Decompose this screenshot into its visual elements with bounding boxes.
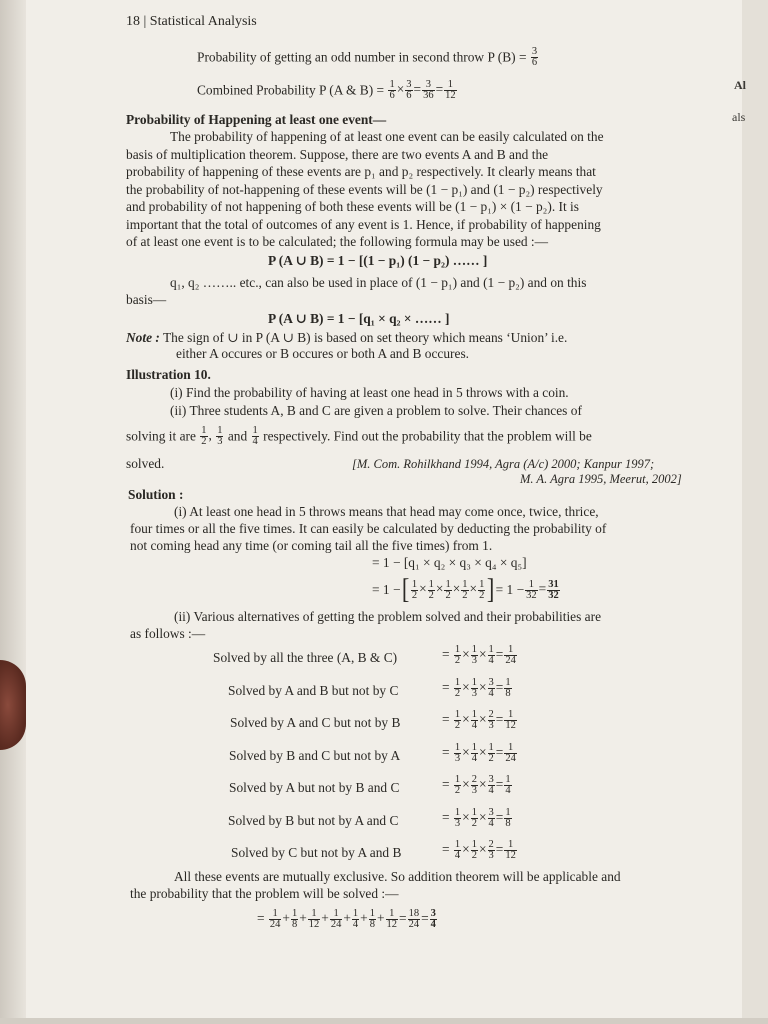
- text: respectively. Find out the probability that the problem will be: [263, 428, 592, 444]
- case-5-value: = $\frac{1}{2}$ × $\frac{2}{3}$ × $\frac{3}{4}$ = $\frac{1}{4}$: [442, 774, 511, 796]
- case-3-label: Solved by A and C but not by B: [230, 715, 401, 730]
- thumb-finger: [0, 660, 26, 750]
- case-2-value: = $\frac{1}{2}$ × $\frac{1}{3}$ × $\frac{3}{4}$ = $\frac{1}{8}$: [442, 677, 511, 699]
- case-7-label: Solved by C but not by A and B: [231, 845, 402, 860]
- next-page-fragment-1: Al: [734, 78, 746, 92]
- note-label: Note :: [126, 330, 160, 345]
- para1-line-2: basis of multiplication theorem. Suppose, there are two events A and B and the: [126, 147, 549, 162]
- case-2-label: Solved by A and B but not by C: [228, 683, 399, 698]
- sol1-equation-2: = 1 −[ $\frac{1}{2}$ × $\frac{1}{2}$ × $\frac{1}{2}$ × $\frac{1}{2}$ × $\frac{1}{2}$ ]= 1 − $\frac{1}{32}$ = $\frac{31}{32}$: [372, 574, 559, 605]
- basis-word: basis—: [126, 292, 167, 307]
- formula-1: P (A ∪ B) = 1 − [(1 − p₁) (1 − p₂) …… ]: [268, 253, 488, 268]
- closing-line-1: All these events are mutually exclusive. So addition theorem will be applicable and: [174, 869, 621, 884]
- note-text: The sign of ∪ in P (A ∪ B) is based on set theory which means ‘Union’ i.e.: [162, 330, 568, 345]
- question-2-chances: solving it are $\frac{1}{2}$ , $\frac{1}{3}$ and $\frac{1}{4}$ respectively. Find out the probability that the problem will be: [126, 425, 592, 447]
- sol1-line-2: four times or all the five times. It can easily be calculated by deducting the probability of: [130, 521, 607, 536]
- running-header: 18 | Statistical Analysis: [126, 14, 257, 29]
- case-7-value: = $\frac{1}{4}$ × $\frac{1}{2}$ × $\frac{2}{3}$ = $\frac{1}{12}$: [442, 839, 516, 861]
- case-1-value: = $\frac{1}{2}$ × $\frac{1}{3}$ × $\frac{1}{4}$ = $\frac{1}{24}$: [442, 644, 516, 666]
- prob-odd-second-line: [197, 47, 539, 68]
- illustration-heading: Illustration 10.: [126, 367, 211, 382]
- fraction-3-6: $\frac{3}{6}$: [531, 46, 538, 68]
- q-line: q₁, q₂ …….. etc., can also be used in place of (1 − p₁) and (1 − p₂) and on this: [170, 275, 587, 290]
- text: and: [227, 428, 248, 444]
- case-4-label: Solved by B and C but not by A: [229, 748, 401, 763]
- note-line-2: either A occures or B occures or both A and B occures.: [176, 346, 470, 361]
- case-5-label: Solved by A but not by B and C: [229, 780, 400, 795]
- next-page-fragment-2: als: [732, 110, 746, 124]
- combined-probability-line: Combined Probability P (A & B) = $\frac{1}{6}$ × $\frac{3}{6}$ = $\frac{3}{36}$ = $\frac{1}{12}$: [197, 79, 456, 101]
- text: solving it are: [126, 428, 196, 444]
- note-line: [126, 330, 567, 346]
- para1-line-6: important that the total of outcomes of any event is 1. Hence, if probability of happening: [126, 217, 601, 232]
- sol1-equation-1: = 1 − [q₁ × q₂ × q₃ × q₄ × q₅]: [372, 555, 527, 570]
- closing-line-2: the probability that the problem will be solved :—: [130, 886, 399, 901]
- case-3-value: = $\frac{1}{2}$ × $\frac{1}{4}$ × $\frac{2}{3}$ = $\frac{1}{12}$: [442, 709, 516, 731]
- final-sum: = $\frac{1}{24}$ + $\frac{1}{8}$ + $\frac{1}{12}$ + $\frac{1}{24}$ + $\frac{1}{4}$ + $\frac{1}{8}$ + $\frac{1}{12}$ = $\frac{18}{24}$ = $\frac{3}{4}$: [257, 908, 436, 930]
- case-6-value: = $\frac{1}{3}$ × $\frac{1}{2}$ × $\frac{3}{4}$ = $\frac{1}{8}$: [442, 807, 511, 829]
- text: Combined Probability P (A & B) =: [197, 82, 385, 98]
- question-1: (i) Find the probability of having at least one head in 5 throws with a coin.: [170, 385, 569, 400]
- solution-heading: Solution :: [128, 487, 184, 502]
- case-6-label: Solved by B but not by A and C: [228, 813, 399, 828]
- sol2-line-2: as follows :—: [130, 626, 206, 641]
- case-4-value: = $\frac{1}{3}$ × $\frac{1}{4}$ × $\frac{1}{2}$ = $\frac{1}{24}$: [442, 742, 516, 764]
- sol1-line-3: not coming head any time (or coming tail all the five times) from 1.: [130, 538, 493, 553]
- citation-line-1: [M. Com. Rohilkhand 1994, Agra (A/c) 2000; Kanpur 1997;: [352, 457, 655, 471]
- solved-word: solved.: [126, 456, 165, 471]
- sol2-line-1: (ii) Various alternatives of getting the problem solved and their probabilities are: [174, 609, 602, 624]
- formula-2: P (A ∪ B) = 1 − [q₁ × q₂ × …… ]: [268, 311, 450, 326]
- adjacent-page-edge: [742, 0, 768, 1024]
- para1-line-5: and probability of not happening of both these events will be (1 − p₁) × (1 − p₂). It is: [126, 199, 579, 214]
- text: Probability of getting an odd number in second throw P (B) =: [197, 49, 527, 65]
- para1-line-4: the probability of not-happening of these events will be (1 − p₁) and (1 − p₂) respectively: [126, 182, 603, 197]
- question-2: (ii) Three students A, B and C are given a problem to solve. Their chances of: [170, 403, 582, 418]
- case-1-label: Solved by all the three (A, B & C): [213, 650, 398, 665]
- section-heading: Probability of Happening at least one event—: [126, 112, 387, 127]
- citation-line-2: M. A. Agra 1995, Meerut, 2002]: [520, 472, 682, 486]
- sol1-line-1: (i) At least one head in 5 throws means that head may come once, twice, thrice,: [174, 504, 599, 519]
- para1-line-7: of at least one event is to be calculated; the following formula may be used :—: [126, 234, 549, 249]
- para1-line-1: The probability of happening of at least one event can be easily calculated on the: [170, 129, 604, 144]
- page-bottom-edge: [0, 1018, 768, 1024]
- para1-line-3: probability of happening of these events are p₁ and p₂ respectively. It clearly means that: [126, 164, 596, 179]
